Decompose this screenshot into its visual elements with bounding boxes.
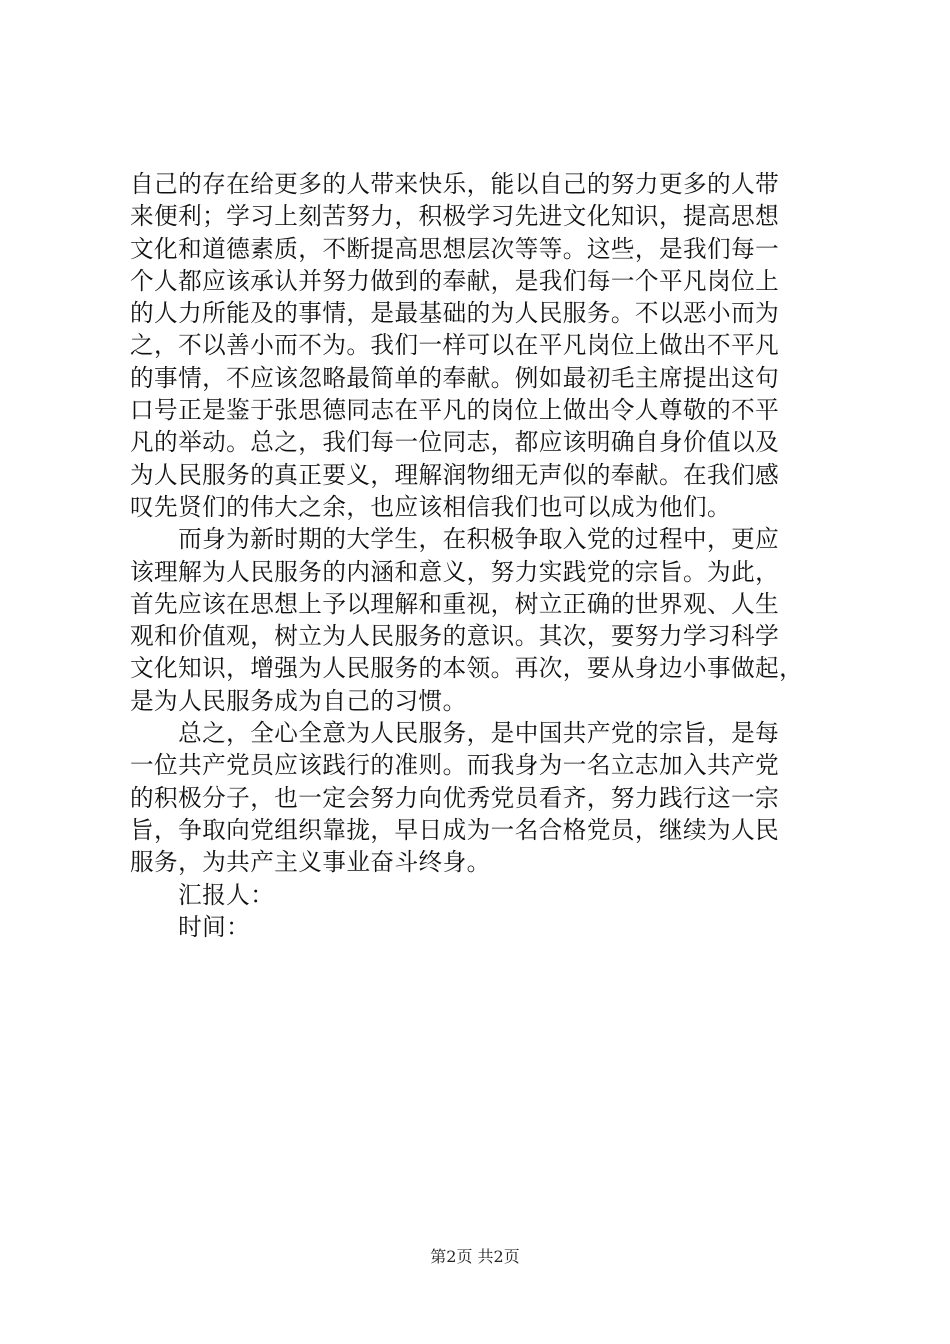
text-line: 总之，全心全意为人民服务，是中国共产党的宗旨，是每: [130, 719, 780, 748]
text-line: 观和价值观，树立为人民服务的意识。其次，要努力学习科学: [130, 622, 780, 651]
text-line: 凡的举动。总之，我们每一位同志，都应该明确自身价值以及: [130, 428, 780, 457]
text-line: 叹先贤们的伟大之余，也应该相信我们也可以成为他们。: [130, 492, 732, 521]
reporter-label: 汇报人：: [130, 880, 275, 909]
text-line: 而身为新时期的大学生，在积极争取入党的过程中，更应: [130, 525, 780, 554]
time-label: 时间：: [130, 912, 251, 941]
text-line: 来便利；学习上刻苦努力，积极学习先进文化知识，提高思想: [130, 202, 780, 231]
text-line: 首先应该在思想上予以理解和重视，树立正确的世界观、人生: [130, 589, 780, 618]
text-line: 是为人民服务成为自己的习惯。: [130, 686, 467, 715]
text-line: 的积极分子，也一定会努力向优秀党员看齐，努力践行这一宗: [130, 783, 780, 812]
text-line: 为人民服务的真正要义，理解润物细无声似的奉献。在我们感: [130, 460, 780, 489]
text-line: 一位共产党员应该践行的准则。而我身为一名立志加入共产党: [130, 751, 780, 780]
text-line: 的事情，不应该忽略最简单的奉献。例如最初毛主席提出这句: [130, 363, 780, 392]
text-line: 个人都应该承认并努力做到的奉献，是我们每一个平凡岗位上: [130, 266, 780, 295]
text-line: 文化和道德素质，不断提高思想层次等等。这些，是我们每一: [130, 234, 780, 263]
document-body: [130, 168, 842, 943]
text-line: 自己的存在给更多的人带来快乐，能以自己的努力更多的人带: [130, 170, 780, 198]
text-line: 之，不以善小而不为。我们一样可以在平凡岗位上做出不平凡: [130, 331, 780, 360]
text-line: 服务，为共产主义事业奋斗终身。: [130, 848, 491, 877]
text-line: 文化知识，增强为人民服务的本领。再次，要从身边小事做起，: [130, 654, 804, 683]
page-number-footer: 第2页 共2页: [430, 1247, 520, 1266]
text-line: 该理解为人民服务的内涵和意义，努力实践党的宗旨。为此，: [130, 557, 780, 586]
text-line: 口号正是鉴于张思德同志在平凡的岗位上做出令人尊敬的不平: [130, 396, 780, 425]
text-line: 的人力所能及的事情，是最基础的为人民服务。不以恶小而为: [130, 299, 780, 328]
text-line: 旨，争取向党组织靠拢，早日成为一名合格党员，继续为人民: [130, 815, 780, 844]
